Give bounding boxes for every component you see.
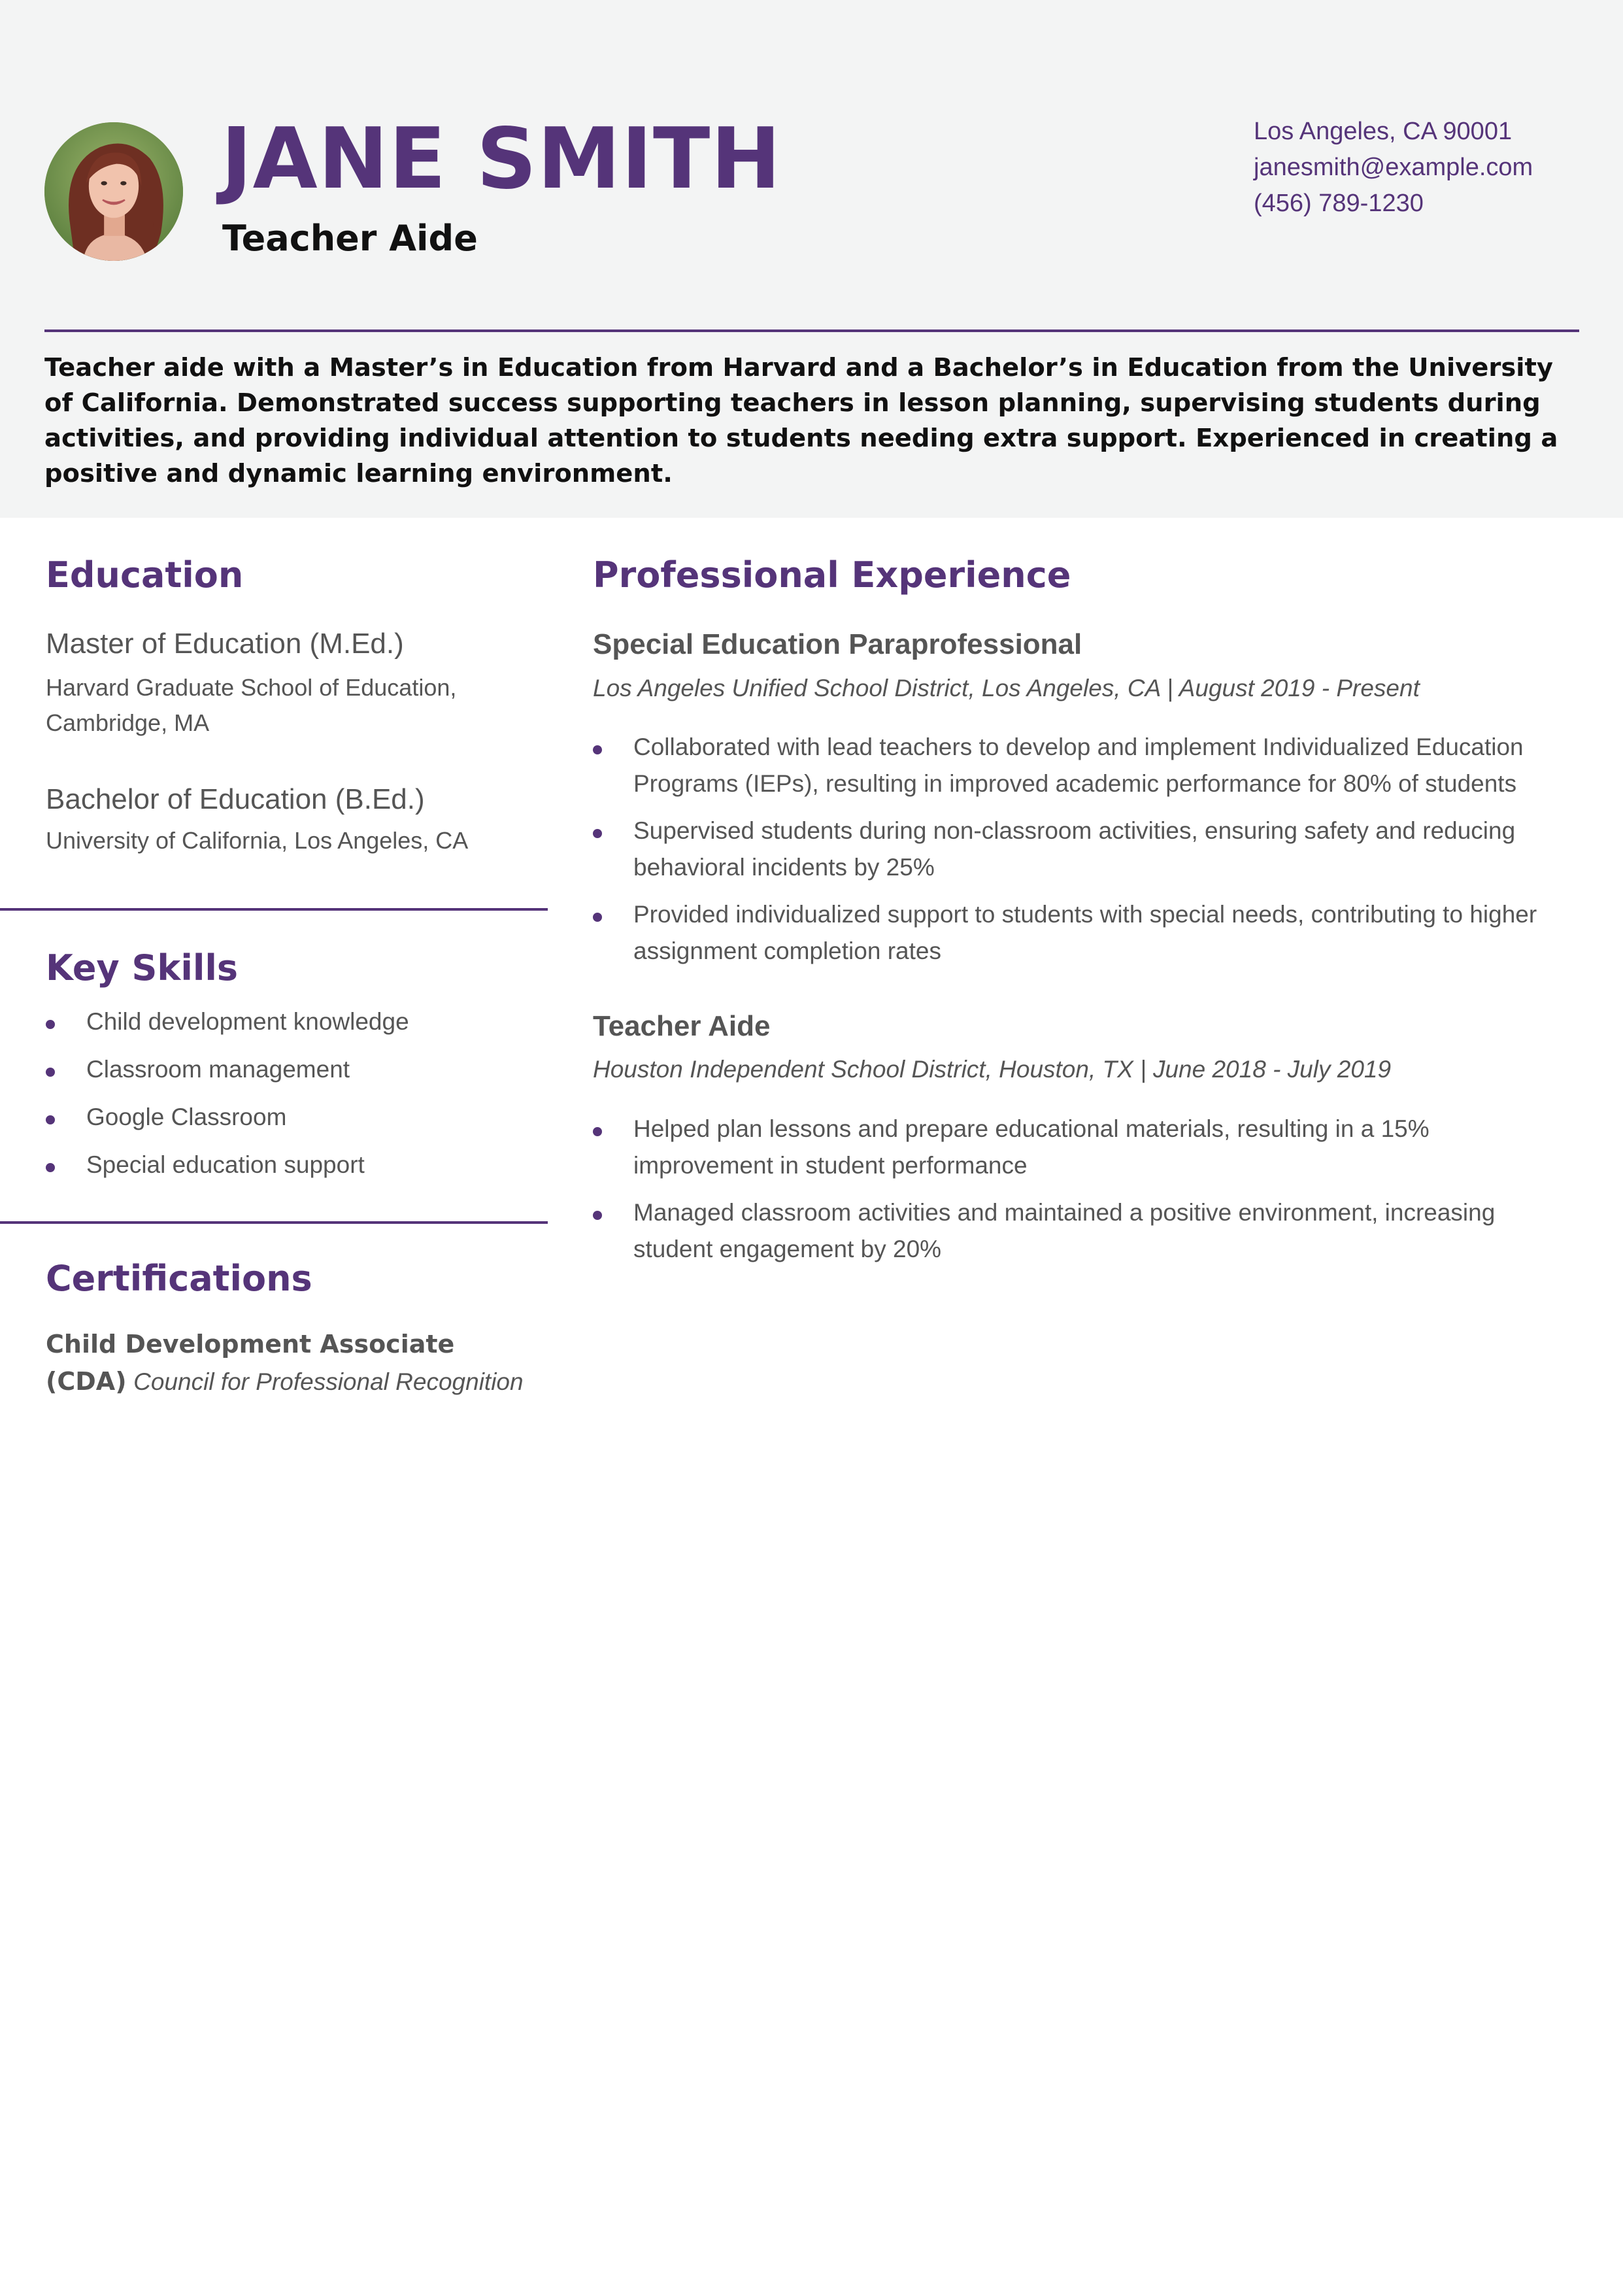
contact-location: Los Angeles, CA 90001 [1254,118,1513,145]
job-bullet [593,1111,1573,1184]
section-divider-1 [0,908,548,911]
bullet-dot [46,1068,55,1077]
job-bullet [593,896,1573,970]
bullet-dot [46,1163,55,1172]
job-bullet-text: Provided individualized support to students with special needs, contributing to higher assignment completion rates [633,901,1537,964]
section-divider-2 [0,1221,548,1224]
skills-list [46,1004,543,1194]
skill-text: Child development knowledge [86,1008,409,1035]
job-1-title: Special Education Paraprofessional [593,628,1082,660]
contact-block [1254,114,1533,222]
certifications-heading: Certifications [46,1258,312,1299]
job-bullet-text: Collaborated with lead teachers to develop and implement Individualized Education Programs (IEPs), resulting in improved academic performance for 80% of students [633,734,1524,797]
job-1-meta: Los Angeles Unified School District, Los Angeles, CA | August 2019 - Present [593,675,1420,701]
skill-text: Google Classroom [86,1104,287,1130]
education-heading: Education [46,554,244,596]
skill-item [46,1004,543,1040]
experience-heading: Professional Experience [593,554,1071,596]
bullet-dot [593,745,602,754]
skill-text: Special education support [86,1151,365,1178]
skill-item [46,1051,543,1088]
profile-photo [44,122,183,261]
skill-item [46,1099,543,1136]
skills-heading: Key Skills [46,947,238,988]
bullet-dot [46,1020,55,1029]
job-bullet-text: Supervised students during non-classroom activities, ensuring safety and reducing behavioral incidents by 25% [633,817,1516,881]
contact-email[interactable]: janesmith@example.com [1254,154,1533,181]
job-bullet [593,813,1573,886]
job-2-title: Teacher Aide [593,1010,771,1042]
certification-name: Child Development Associate (CDA) [46,1330,455,1396]
education-school-1: Harvard Graduate School of Education, Cambridge, MA [46,674,457,736]
education-degree-2: Bachelor of Education (B.Ed.) [46,783,425,815]
contact-phone[interactable]: (456) 789-1230 [1254,190,1424,217]
skill-text: Classroom management [86,1056,350,1083]
job-bullet-text: Helped plan lessons and prepare educational materials, resulting in a 15% improvement in student performance [633,1115,1430,1179]
skill-item [46,1147,543,1183]
bullet-dot [593,1211,602,1220]
bullet-dot [46,1115,55,1124]
education-school-2: University of California, Los Angeles, CA [46,827,469,854]
education-degree-1: Master of Education (M.Ed.) [46,628,404,660]
bullet-dot [593,829,602,838]
header-divider [44,329,1579,332]
job-bullet-text: Managed classroom activities and maintained a positive environment, increasing student engagement by 20% [633,1199,1496,1262]
certification-item [46,1326,543,1400]
certification-org: Council for Professional Recognition [133,1368,524,1395]
professional-summary: Teacher aide with a Master’s in Education from Harvard and a Bachelor’s in Education from the University of California. Demonstrated success supporting teachers in lesson planning, supervising students during activities, and providing individual attention to students needing extra support. Experienced in creating a positive and dynamic learning environment. [44,353,1558,488]
job-2-bullets [593,1111,1573,1278]
job-bullet [593,1194,1573,1268]
job-2-meta: Houston Independent School District, Houston, TX | June 2018 - July 2019 [593,1056,1392,1083]
job-bullet [593,729,1573,802]
candidate-name: JANE SMITH [221,110,782,208]
job-1-bullets [593,729,1573,980]
bullet-dot [593,913,602,922]
bullet-dot [593,1127,602,1136]
profile-photo-illustration [44,122,183,261]
job-title-heading: Teacher Aide [222,218,478,259]
